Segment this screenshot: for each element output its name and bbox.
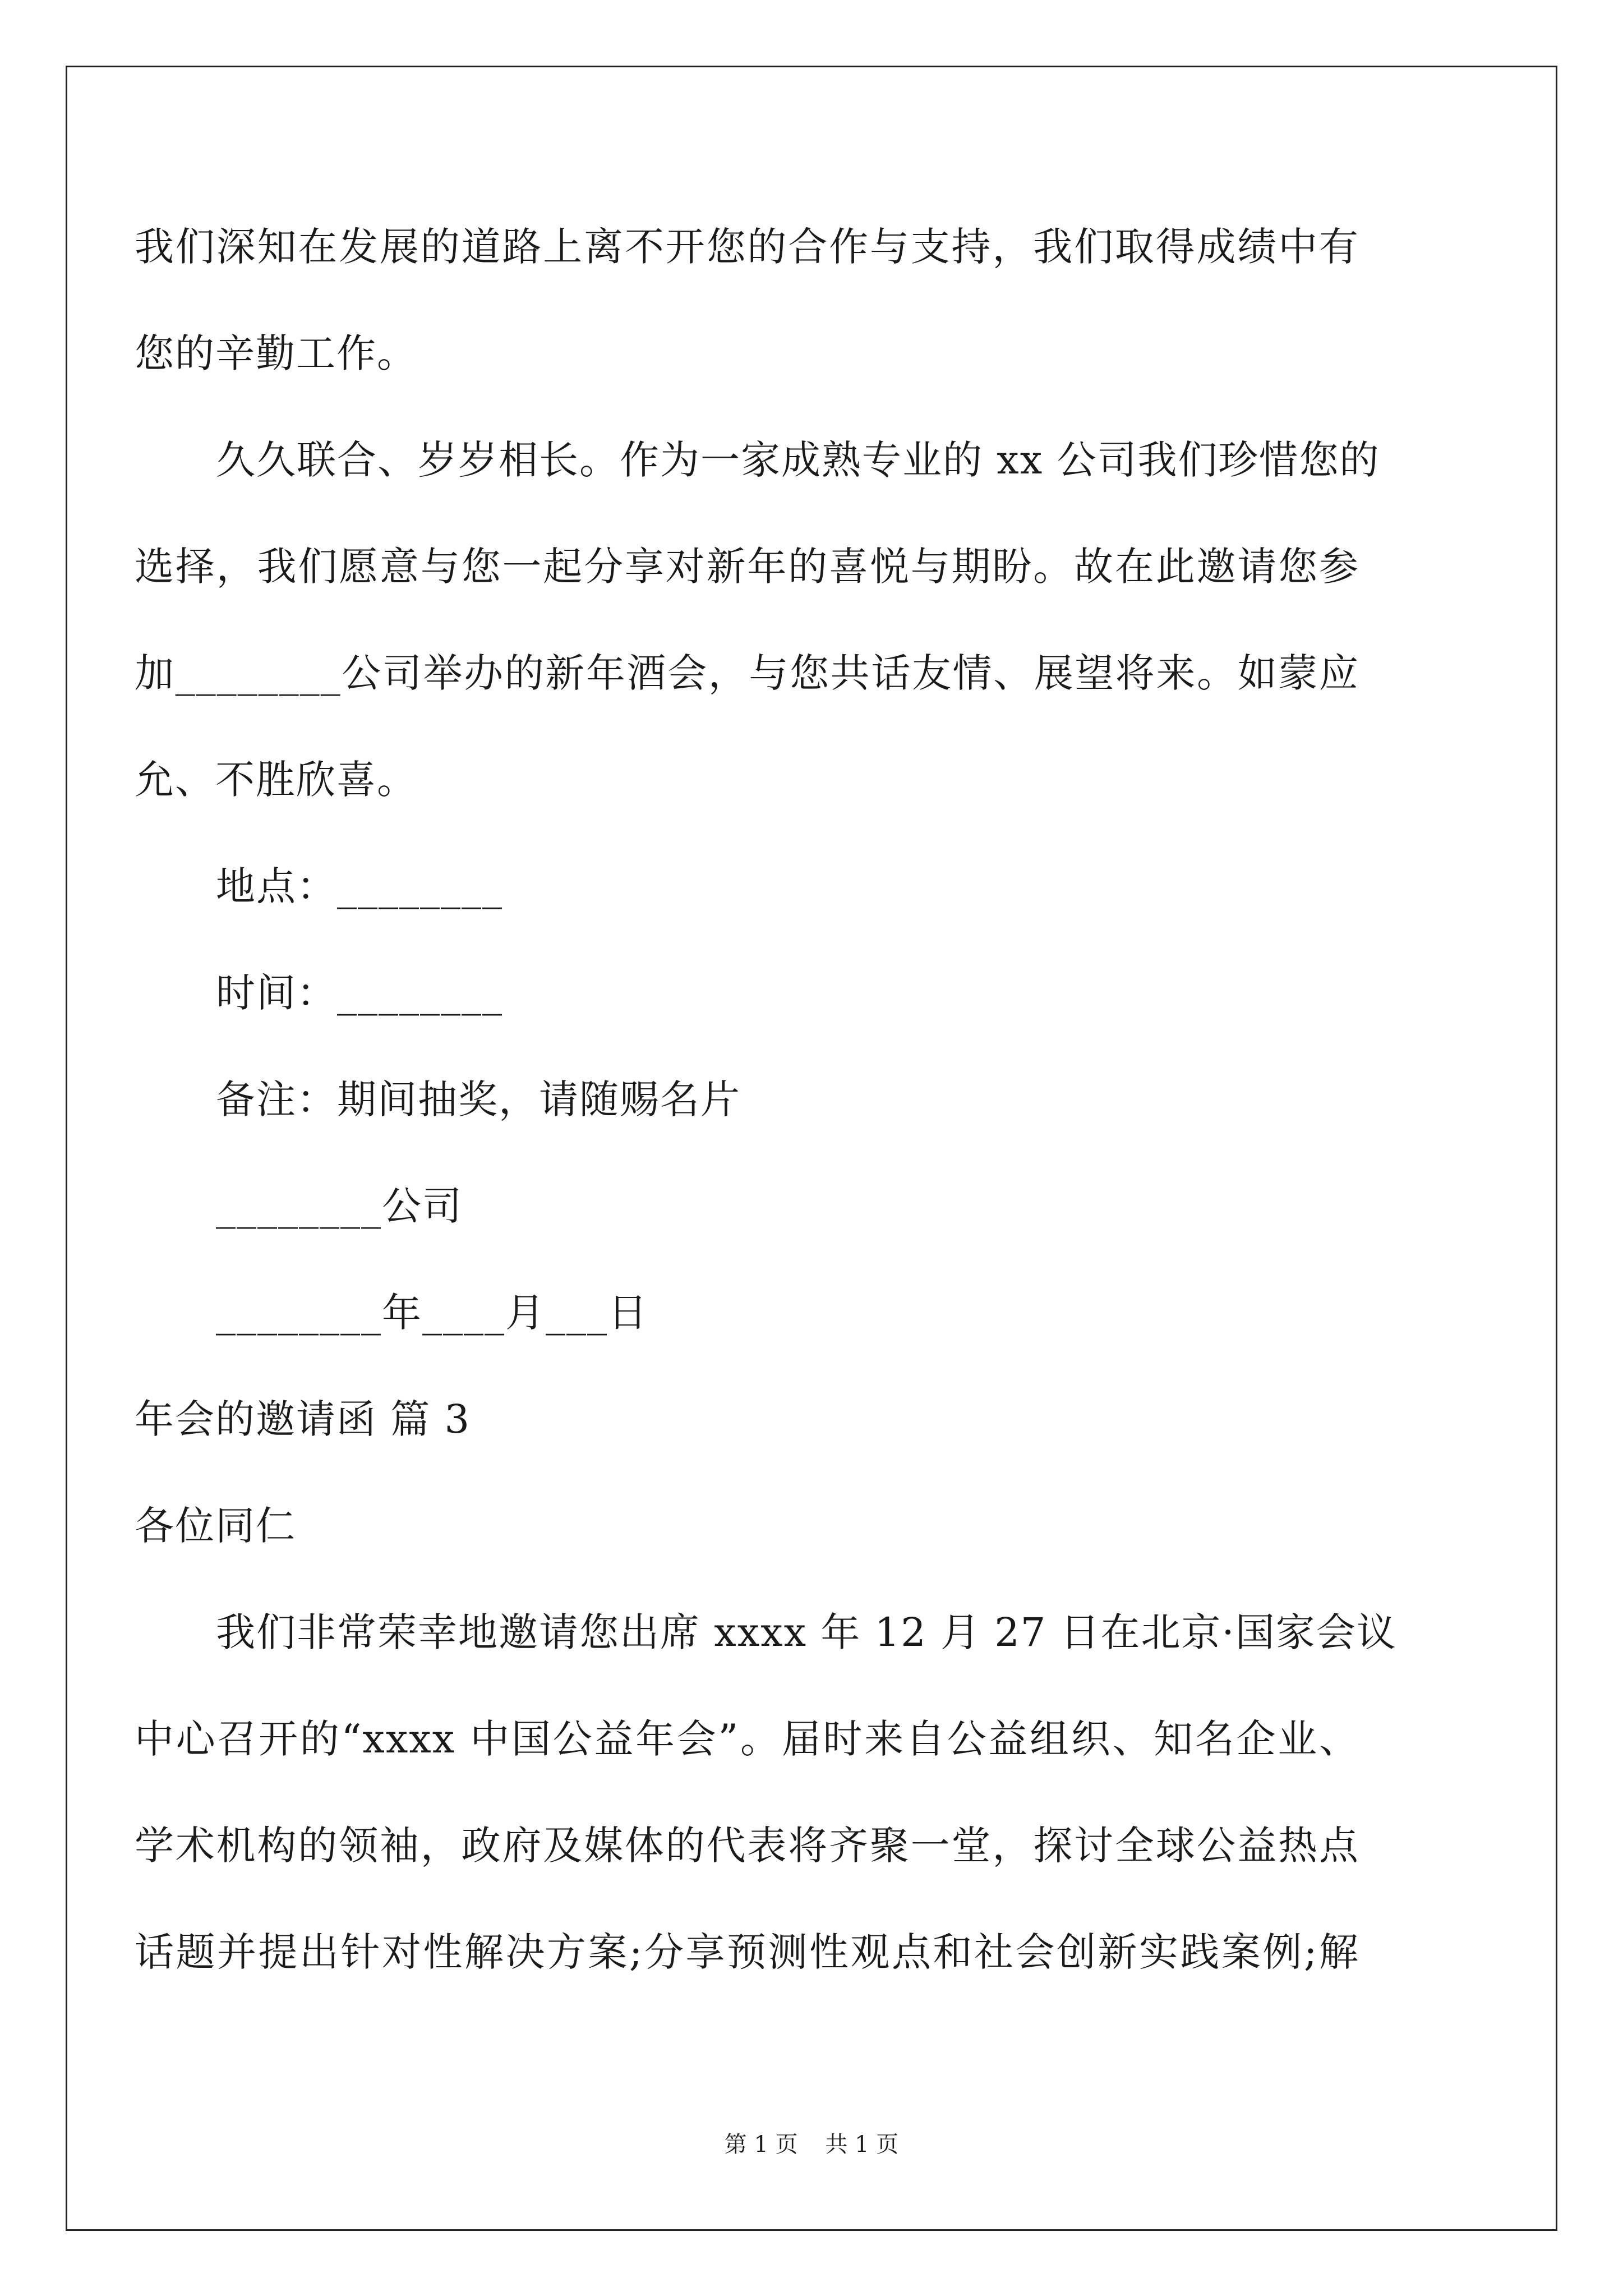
paragraph-line: 话题并提出针对性解决方案;分享预测性观点和社会创新实践案例;解 — [135, 1929, 1359, 1975]
page-footer — [0, 2128, 1623, 2161]
page-number: 第 1 页 — [724, 2132, 798, 2157]
paragraph-line: 学术机构的领袖，政府及媒体的代表将齐聚一堂，探讨全球公益热点 — [135, 1823, 1359, 1869]
paragraph-line: 加________公司举办的新年酒会，与您共话友情、展望将来。如蒙应 — [135, 650, 1359, 696]
remark-line: 备注：期间抽奖，请随赐名片 — [216, 1076, 741, 1122]
date-line: ________年____月___日 — [216, 1290, 648, 1336]
paragraph-line: 您的辛勤工作。 — [135, 330, 417, 376]
page-total: 共 1 页 — [825, 2132, 899, 2157]
paragraph-line: 我们非常荣幸地邀请您出席 xxxx 年 12 月 27 日在北京·国家会议 — [216, 1609, 1397, 1655]
page-border — [66, 66, 1557, 2231]
paragraph-line: 中心召开的“xxxx 中国公益年会”。届时来自公益组织、知名企业、 — [135, 1716, 1359, 1762]
paragraph-line: 选择，我们愿意与您一起分享对新年的喜悦与期盼。故在此邀请您参 — [135, 544, 1359, 590]
paragraph-line: 允、不胜欣喜。 — [135, 757, 417, 803]
company-signature-line: ________公司 — [216, 1183, 463, 1229]
time-line: 时间：________ — [216, 970, 503, 1016]
paragraph-line: 久久联合、岁岁相长。作为一家成熟专业的 xx 公司我们珍惜您的 — [216, 437, 1380, 483]
location-line: 地点：________ — [216, 863, 503, 909]
section-heading: 年会的邀请函 篇 3 — [135, 1396, 471, 1442]
salutation: 各位同仁 — [135, 1503, 296, 1549]
paragraph-line: 我们深知在发展的道路上离不开您的合作与支持，我们取得成绩中有 — [135, 224, 1359, 270]
